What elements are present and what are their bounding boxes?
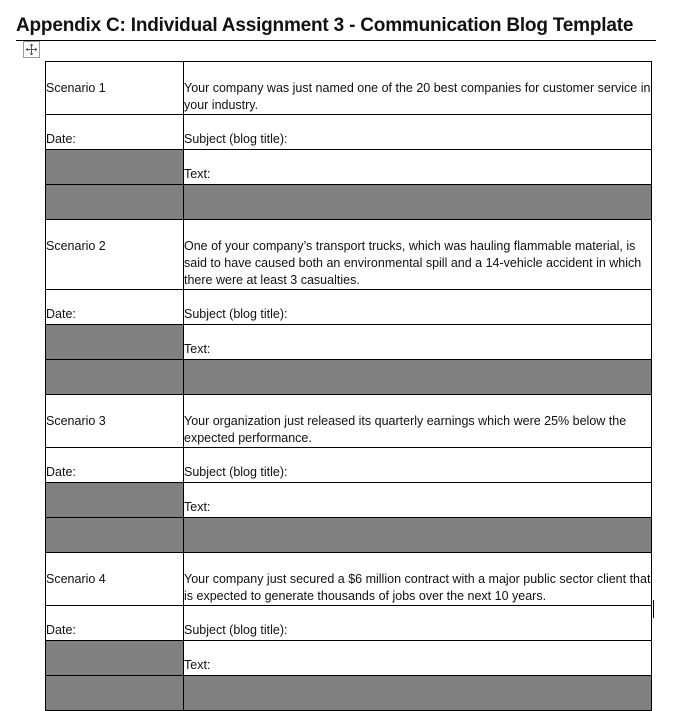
- text-cell[interactable]: [184, 483, 652, 518]
- scenario-description: Your company was just named one of the 20 best companies for customer service in your industry.: [184, 81, 651, 112]
- scenario-description: Your organization just released its quarterly earnings which were 25% below the expected performance.: [184, 414, 627, 445]
- shaded-cell: [184, 360, 652, 395]
- shaded-cell: [184, 185, 652, 220]
- separator-row: [46, 518, 652, 553]
- date-subject-row: [46, 290, 652, 325]
- text-cell[interactable]: [184, 641, 652, 676]
- scenario-label: Scenario 1: [46, 81, 106, 95]
- blog-template-table: [45, 61, 652, 711]
- date-label: Date:: [46, 307, 76, 321]
- shaded-cell: [46, 150, 184, 185]
- text-row: [46, 325, 652, 360]
- table-move-handle[interactable]: [23, 41, 40, 58]
- date-label: Date:: [46, 623, 76, 637]
- scenario-row: [46, 553, 652, 606]
- date-label: Date:: [46, 132, 76, 146]
- subject-cell[interactable]: [184, 448, 652, 483]
- text-row: [46, 150, 652, 185]
- text-row: [46, 641, 652, 676]
- scenario-description-cell[interactable]: [184, 395, 652, 448]
- scenario-row: [46, 220, 652, 290]
- date-cell[interactable]: [46, 606, 184, 641]
- shaded-cell: [46, 325, 184, 360]
- subject-label: Subject (blog title):: [184, 132, 288, 146]
- text-label: Text:: [184, 342, 211, 356]
- subject-cell[interactable]: [184, 115, 652, 150]
- shaded-cell: [184, 518, 652, 553]
- separator-row: [46, 676, 652, 711]
- scenario-label-cell: [46, 220, 184, 290]
- scenario-row: [46, 62, 652, 115]
- text-label: Text:: [184, 500, 211, 514]
- scenario-label-cell: [46, 553, 184, 606]
- subject-cell[interactable]: [184, 290, 652, 325]
- subject-label: Subject (blog title):: [184, 307, 288, 321]
- scenario-description-cell[interactable]: [184, 62, 652, 115]
- shaded-cell: [46, 185, 184, 220]
- text-cell[interactable]: [184, 150, 652, 185]
- document-heading: Appendix C: Individual Assignment 3 - Communication Blog Template: [16, 15, 634, 36]
- scenario-label-cell: [46, 395, 184, 448]
- scenario-description-cell[interactable]: [184, 220, 652, 290]
- date-subject-row: [46, 606, 652, 641]
- shaded-cell: [184, 676, 652, 711]
- move-arrows-icon: [25, 43, 38, 56]
- text-label: Text:: [184, 167, 211, 181]
- shaded-cell: [46, 518, 184, 553]
- scenario-description: One of your company’s transport trucks, which was hauling flammable material, is said to have caused both an environmental spill and a 14-vehicle accident in which there were at least 3 casualties.: [184, 239, 642, 287]
- shaded-cell: [46, 676, 184, 711]
- subject-label: Subject (blog title):: [184, 465, 288, 479]
- scenario-row: [46, 395, 652, 448]
- heading-underline: [16, 40, 656, 41]
- text-cell[interactable]: [184, 325, 652, 360]
- date-cell[interactable]: [46, 290, 184, 325]
- shaded-cell: [46, 641, 184, 676]
- scenario-label-cell: [46, 62, 184, 115]
- text-cursor: [653, 600, 654, 618]
- date-cell[interactable]: [46, 448, 184, 483]
- scenario-label: Scenario 3: [46, 414, 106, 428]
- date-subject-row: [46, 448, 652, 483]
- shaded-cell: [46, 360, 184, 395]
- text-label: Text:: [184, 658, 211, 672]
- text-row: [46, 483, 652, 518]
- date-label: Date:: [46, 465, 76, 479]
- date-cell[interactable]: [46, 115, 184, 150]
- date-subject-row: [46, 115, 652, 150]
- shaded-cell: [46, 483, 184, 518]
- scenario-label: Scenario 4: [46, 572, 106, 586]
- scenario-description: Your company just secured a $6 million contract with a major public sector client that is expected to generate thousands of jobs over the next 10 years.: [184, 572, 651, 603]
- separator-row: [46, 360, 652, 395]
- scenario-description-cell[interactable]: [184, 553, 652, 606]
- scenario-label: Scenario 2: [46, 239, 106, 253]
- subject-label: Subject (blog title):: [184, 623, 288, 637]
- subject-cell[interactable]: [184, 606, 652, 641]
- separator-row: [46, 185, 652, 220]
